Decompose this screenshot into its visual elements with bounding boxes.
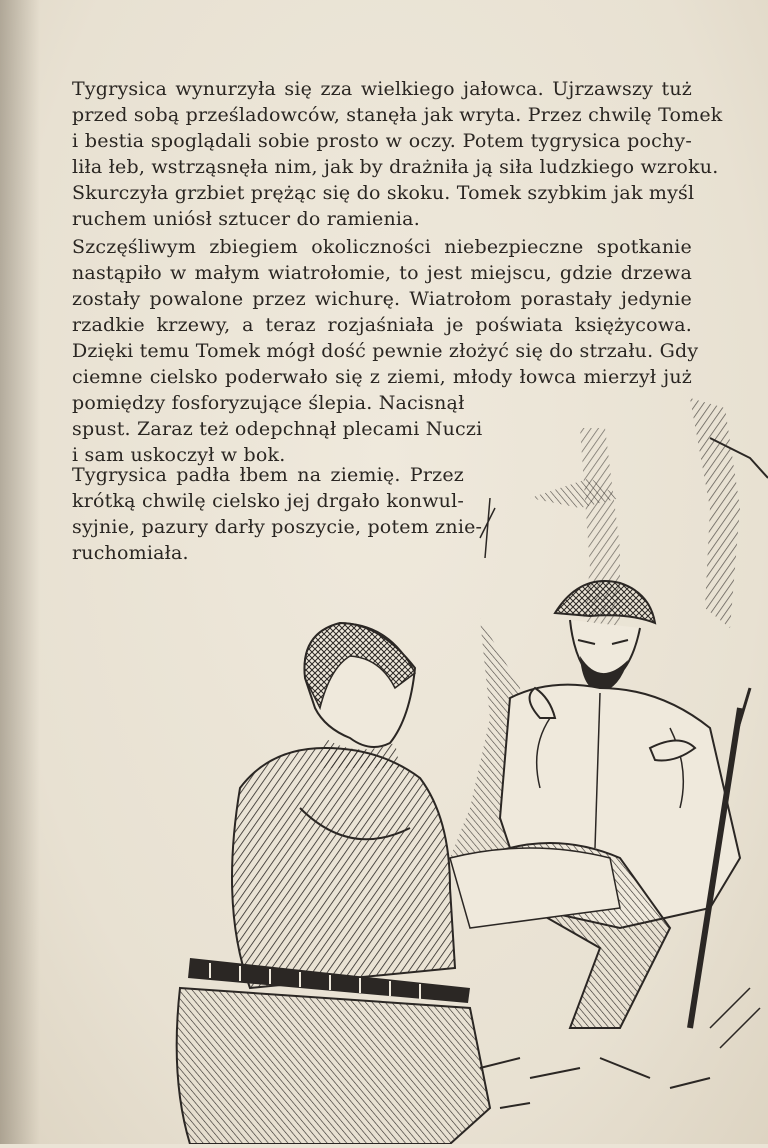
text-line: rzadkie krzewy, a teraz rozjaśniała je poświata księżycowa. xyxy=(72,314,692,336)
ink-sketch-two-men-seated-icon xyxy=(150,388,768,1144)
text-line: zostały powalone przez wichurę. Wiatrołom porastały jedynie xyxy=(72,288,692,310)
text-line: krótką chwilę cielsko jej drgało konwul- xyxy=(72,490,464,512)
young-man-figure xyxy=(177,623,490,1144)
text-line: i sam uskoczył w bok. xyxy=(72,444,286,466)
text-line: Tygrysica padła łbem na ziemię. Przez xyxy=(72,464,464,486)
text-line: spust. Zaraz też odepchnął plecami Nuczi xyxy=(72,418,483,440)
text-line: ruchomiała. xyxy=(72,542,189,564)
text-line: ruchem uniósł sztucer do ramienia. xyxy=(72,208,420,230)
text-line: liła łeb, wstrząsnęła nim, jak by drażniła ją siła ludzkiego wzroku. xyxy=(72,156,719,178)
text-line: i bestia spoglądali sobie prosto w oczy. Potem tygrysica pochy- xyxy=(72,130,692,152)
text-line: Tygrysica wynurzyła się zza wielkiego jałowca. Ujrzawszy tuż xyxy=(72,78,692,100)
text-line: przed sobą prześladowców, stanęła jak wryta. Przez chwilę Tomek xyxy=(72,104,723,126)
text-line: Szczęśliwym zbiegiem okoliczności niebezpieczne spotkanie xyxy=(72,236,692,258)
text-line: ciemne cielsko poderwało się z ziemi, młody łowca mierzył już xyxy=(72,366,692,388)
text-line: syjnie, pazury darły poszycie, potem znie- xyxy=(72,516,483,538)
bearded-man-figure xyxy=(480,581,750,1028)
text-line: pomiędzy fosforyzujące ślepia. Nacisnął xyxy=(72,392,465,414)
text-line: nastąpiło w małym wiatrołomie, to jest miejscu, gdzie drzewa xyxy=(72,262,692,284)
text-line: Dzięki temu Tomek mógł dość pewnie złożyć się do strzału. Gdy xyxy=(72,340,699,362)
text-line: Skurczyła grzbiet prężąc się do skoku. Tomek szybkim jak myśl xyxy=(72,182,695,204)
